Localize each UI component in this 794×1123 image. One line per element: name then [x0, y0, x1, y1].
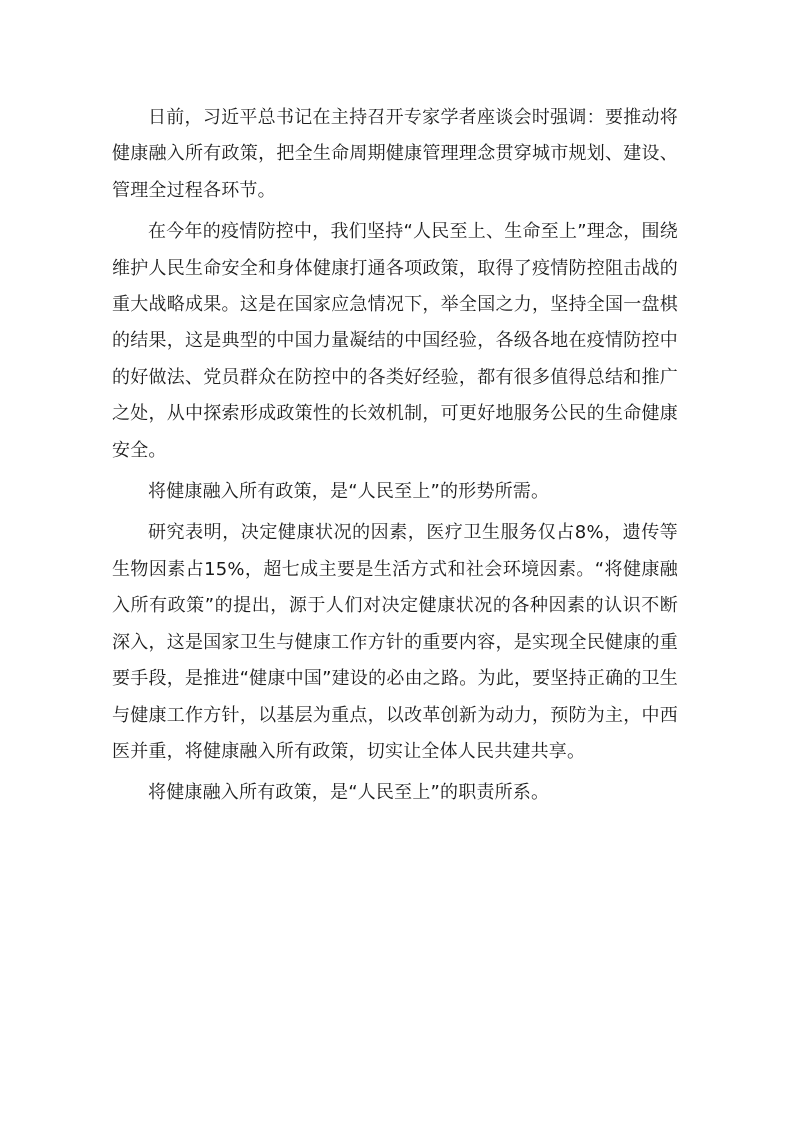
paragraph: 日前，习近平总书记在主持召开专家学者座谈会时强调：要推动将健康融入所有政策，把全生命周期健康管理理念贯穿城市规划、建设、管理全过程各环节。: [112, 107, 678, 201]
paragraph: 研究表明，决定健康状况的因素，医疗卫生服务仅占8%，遗传等生物因素占15%，超七成主要是生活方式和社会环境因素。“将健康融入所有政策”的提出，源于人们对决定健康状况的各种因素的认识不断深入，这是国家卫生与健康工作方针的重要内容，是实现全民健康的重要手段，是推进“健康中国”建设的必由之路。为此，要坚持正确的卫生与健康工作方针，以基层为重点，以改革创新为动力，预防为主，中西医并重，将健康融入所有政策，切实让全体人民共建共享。: [112, 522, 678, 762]
section-heading: 将健康融入所有政策，是“人民至上”的职责所系。: [148, 782, 550, 804]
paragraph: 在今年的疫情防控中，我们坚持“人民至上、生命至上”理念，围绕维护人民生命安全和身体健康打通各项政策，取得了疫情防控阻击战的重大战略成果。这是在国家应急情况下，举全国之力，坚持全国一盘棋的结果，这是典型的中国力量凝结的中国经验，各级各地在疫情防控中的好做法、党员群众在防控中的各类好经验，都有很多值得总结和推广之处，从中探索形成政策性的长效机制，可更好地服务公民的生命健康安全。: [112, 221, 678, 461]
section-heading: 将健康融入所有政策，是“人民至上”的形势所需。: [148, 481, 550, 503]
document-body: [112, 100, 678, 817]
